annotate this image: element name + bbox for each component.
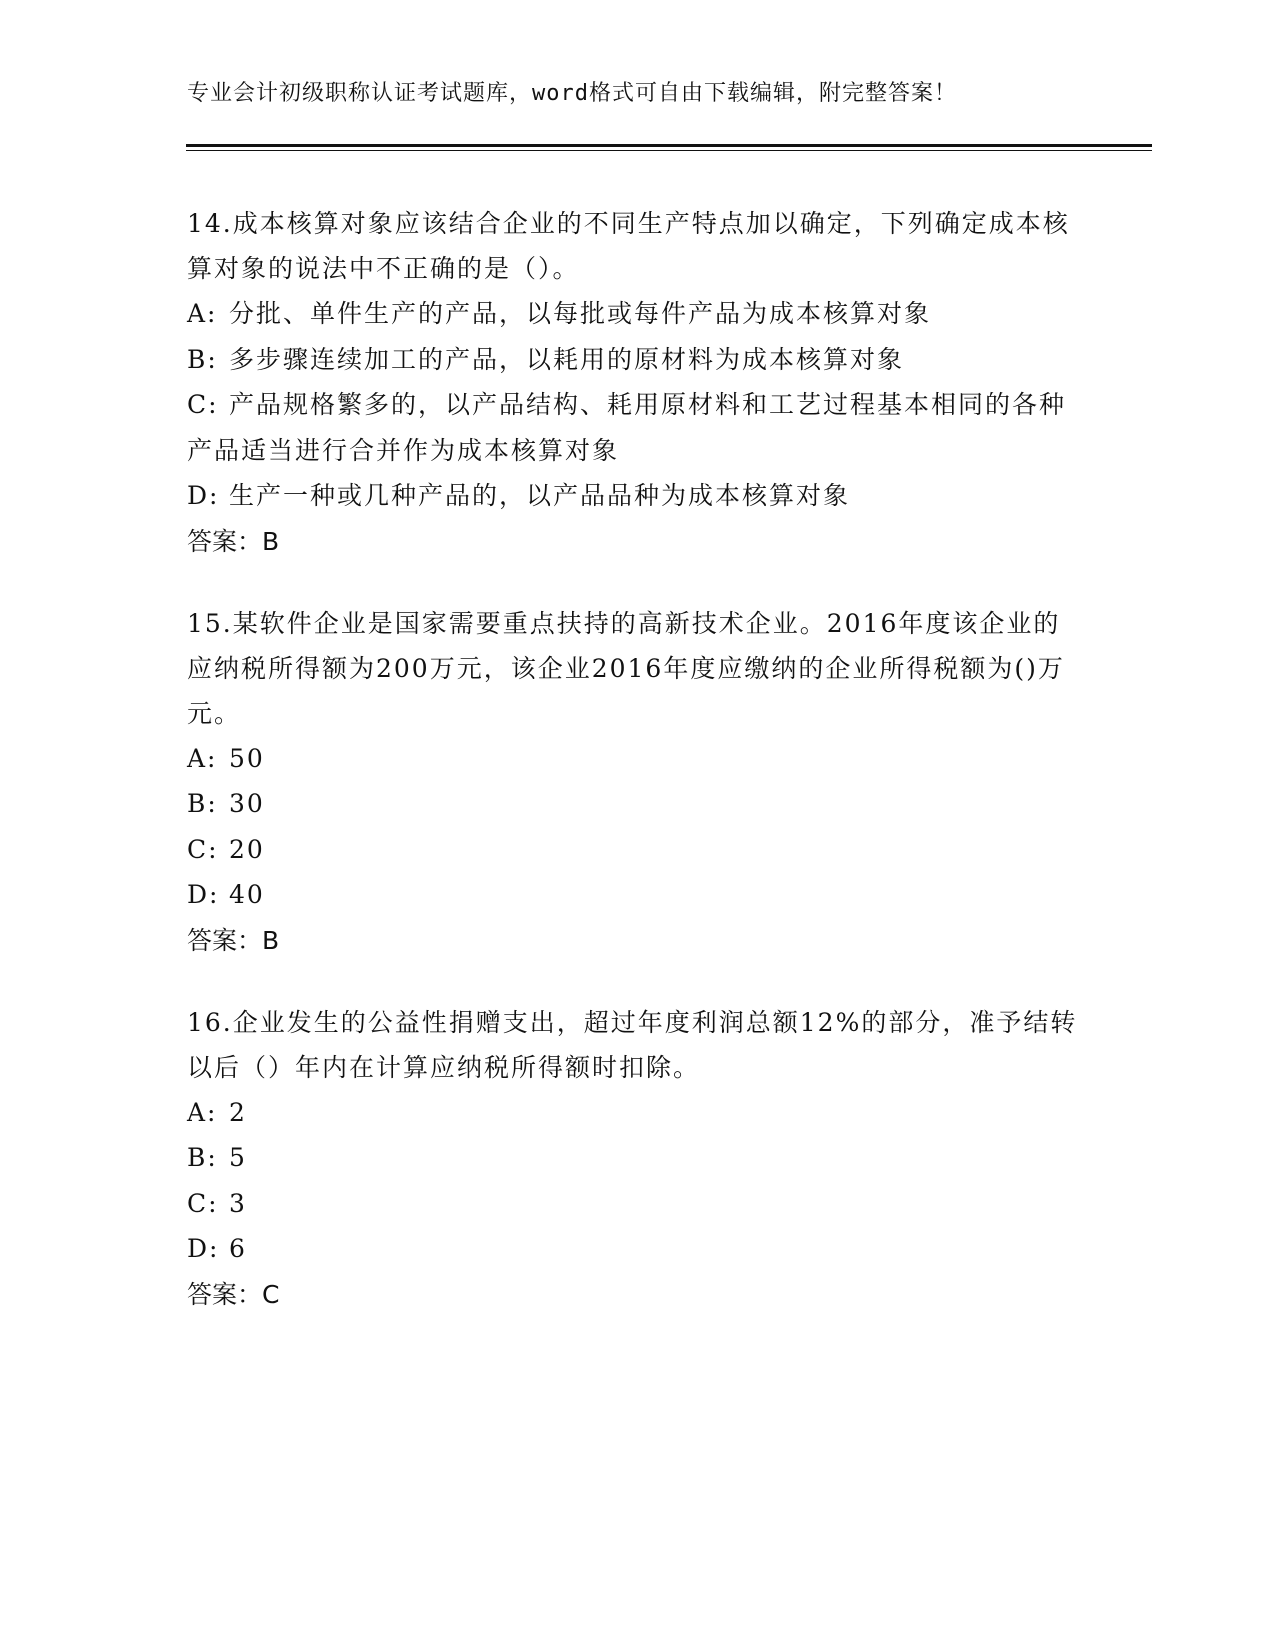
option-text: 生产一种或几种产品的，以产品品种为成本核算对象 (229, 481, 851, 510)
question-16 (187, 1000, 1087, 1318)
option-key: C: (187, 390, 219, 419)
option-a (187, 1090, 1087, 1136)
option-list (187, 291, 1087, 519)
option-key: A: (187, 299, 218, 328)
question-list (187, 201, 1087, 1354)
option-text: 50 (229, 743, 265, 773)
option-key: C: (187, 834, 219, 864)
option-text: 30 (229, 789, 265, 818)
answer-line: 答案：B (187, 925, 280, 955)
option-list (187, 736, 1087, 918)
question-stem: 16.企业发生的公益性捐赠支出，超过年度利润总额12%的部分，准予结转以后（）年内在计算应纳税所得额时扣除。 (187, 1007, 1078, 1082)
option-d (187, 1226, 1087, 1272)
header-divider (186, 144, 1152, 147)
option-text: 2 (229, 1097, 247, 1127)
option-key: A: (187, 743, 218, 773)
option-c (187, 827, 1087, 873)
option-b (187, 1135, 1087, 1181)
option-key: B: (187, 789, 218, 818)
question-stem: 15.某软件企业是国家需要重点扶持的高新技术企业。2016年度该企业的应纳税所得额为200万元，该企业2016年度应缴纳的企业所得税额为()万元。 (187, 608, 1065, 728)
header-divider-thin (186, 150, 1152, 151)
option-key: D: (187, 880, 220, 909)
option-text: 40 (229, 880, 265, 909)
option-text: 6 (229, 1234, 247, 1263)
option-text: 20 (229, 834, 265, 864)
option-key: A: (187, 1097, 218, 1127)
option-text: 5 (229, 1143, 247, 1172)
question-15 (187, 601, 1087, 964)
answer-line: 答案：C (187, 1279, 280, 1309)
option-text: 多步骤连续加工的产品，以耗用的原材料为成本核算对象 (229, 344, 905, 374)
option-text: 3 (229, 1188, 247, 1218)
option-d (187, 473, 1087, 519)
option-c (187, 382, 1087, 473)
answer-line: 答案：B (187, 526, 280, 556)
option-text: 产品规格繁多的，以产品结构、耗用原材料和工艺过程基本相同的各种产品适当进行合并作为成本核算对象 (187, 390, 1067, 465)
option-key: D: (187, 1234, 220, 1263)
option-b (187, 337, 1087, 383)
option-list (187, 1090, 1087, 1272)
option-d (187, 872, 1087, 918)
option-c (187, 1181, 1087, 1227)
page-header: 专业会计初级职称认证考试题库，word格式可自由下载编辑，附完整答案！ (187, 81, 957, 106)
option-key: D: (187, 481, 220, 510)
option-key: B: (187, 344, 218, 374)
option-a (187, 291, 1087, 337)
question-14 (187, 201, 1087, 565)
option-a (187, 736, 1087, 782)
question-stem: 14.成本核算对象应该结合企业的不同生产特点加以确定，下列确定成本核算对象的说法中不正确的是（）。 (187, 209, 1070, 283)
option-key: C: (187, 1188, 219, 1218)
option-text: 分批、单件生产的产品，以每批或每件产品为成本核算对象 (229, 299, 932, 328)
option-b (187, 781, 1087, 827)
option-key: B: (187, 1143, 218, 1172)
